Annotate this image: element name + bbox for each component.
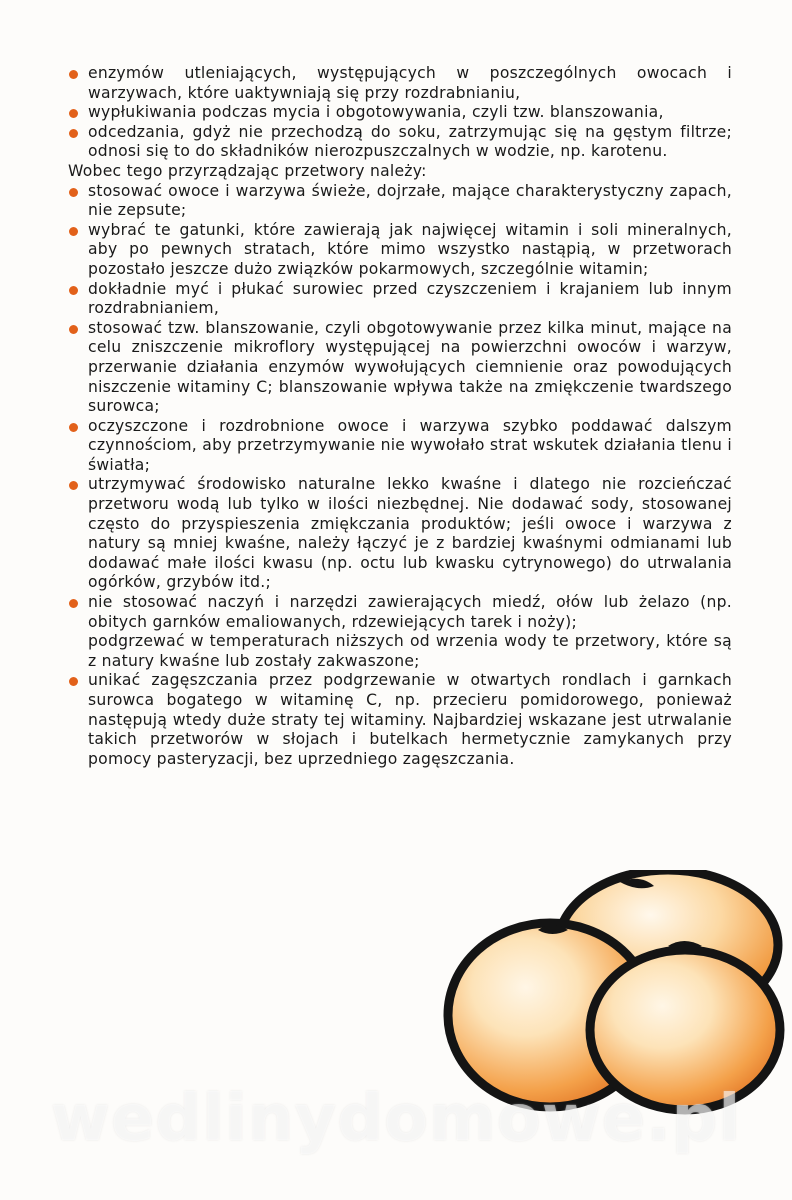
list-item: oczyszczone i rozdrobnione owoce i warzywa szybko poddawać dalszym czynnościom, aby przetrzymywanie nie wywołało strat wskutek działania tlenu i światła; bbox=[68, 417, 732, 476]
lead-paragraph: Wobec tego przyrządzając przetwory należy: bbox=[68, 161, 427, 180]
list-item: wybrać te gatunki, które zawierają jak najwięcej witamin i soli mineralnych, aby po pewnych stratach, które mimo wszystko nastąpią, w przetworach pozostało jeszcze dużo związków pokarmowych, szczególnie witamin; bbox=[68, 221, 732, 280]
list-item: odcedzania, gdyż nie przechodzą do soku, zatrzymując się na gęstym filtrze; odnosi się to do składników nierozpuszczalnych w wodzie, np. karotenu. bbox=[68, 123, 732, 162]
list-item: wypłukiwania podczas mycia i obgotowywania, czyli tzw. blanszowania, bbox=[68, 103, 732, 123]
list-item: stosować tzw. blanszowanie, czyli obgotowywanie przez kilka minut, mające na celu zniszczenie mikroflory występującej na powierzchni owoców i warzyw, przerwanie działania enzymów wywołujących ciemnienie oraz powodujących niszczenie witaminy C; blanszowanie wpływa także na zmiękczenie twardszego surowca; bbox=[68, 319, 732, 417]
list-item: enzymów utleniających, występujących w poszczególnych owocach i warzywach, które uaktywniają się przy rozdrabnianiu, bbox=[68, 64, 732, 103]
list-item: unikać zagęszczania przez podgrzewanie w otwartych rondlach i garnkach surowca bogatego w witaminę C, np. przecieru pomidorowego, ponieważ następują wtedy duże straty tej witaminy. Najbardziej wskazane jest utrwalanie takich przetworów w słojach i butelkach hermetycznie zamykanych przy pomocy pasteryzacji, bez uprzedniego zagęszczania. bbox=[68, 671, 732, 769]
list-item: nie stosować naczyń i narzędzi zawierających miedź, ołów lub żelazo (np. obitych garnków emaliowanych, rdzewiejących tarek i noży); bbox=[68, 593, 732, 632]
list-item: stosować owoce i warzywa świeże, dojrzałe, mające charakterystyczny zapach, nie zepsute; bbox=[68, 182, 732, 221]
watermark: wedlinydomowe.pl bbox=[50, 1082, 742, 1156]
list-item: utrzymywać środowisko naturalne lekko kwaśne i dlatego nie rozcieńczać przetworu wodą lub tylko w ilości niezbędnej. Nie dodawać sody, stosowanej często do przyspieszenia zmiękczania produktów; jeśli owoce i warzywa z natury są mniej kwaśne, należy łączyć je z bardziej kwaśnymi odmianami lub dodawać małe ilości kwasu (np. octu lub kwasku cytrynowego) do utrwalania ogórków, grzybów itd.; bbox=[68, 475, 732, 593]
page-text bbox=[68, 64, 732, 769]
list-item: dokładnie myć i płukać surowiec przed czyszczeniem i krajaniem lub innym rozdrabnianiem, bbox=[68, 280, 732, 319]
oranges-illustration bbox=[440, 870, 785, 1115]
list-item-continuation: podgrzewać w temperaturach niższych od wrzenia wody te przetwory, które są z natury kwaśne lub zostały zakwaszone; bbox=[88, 632, 732, 670]
